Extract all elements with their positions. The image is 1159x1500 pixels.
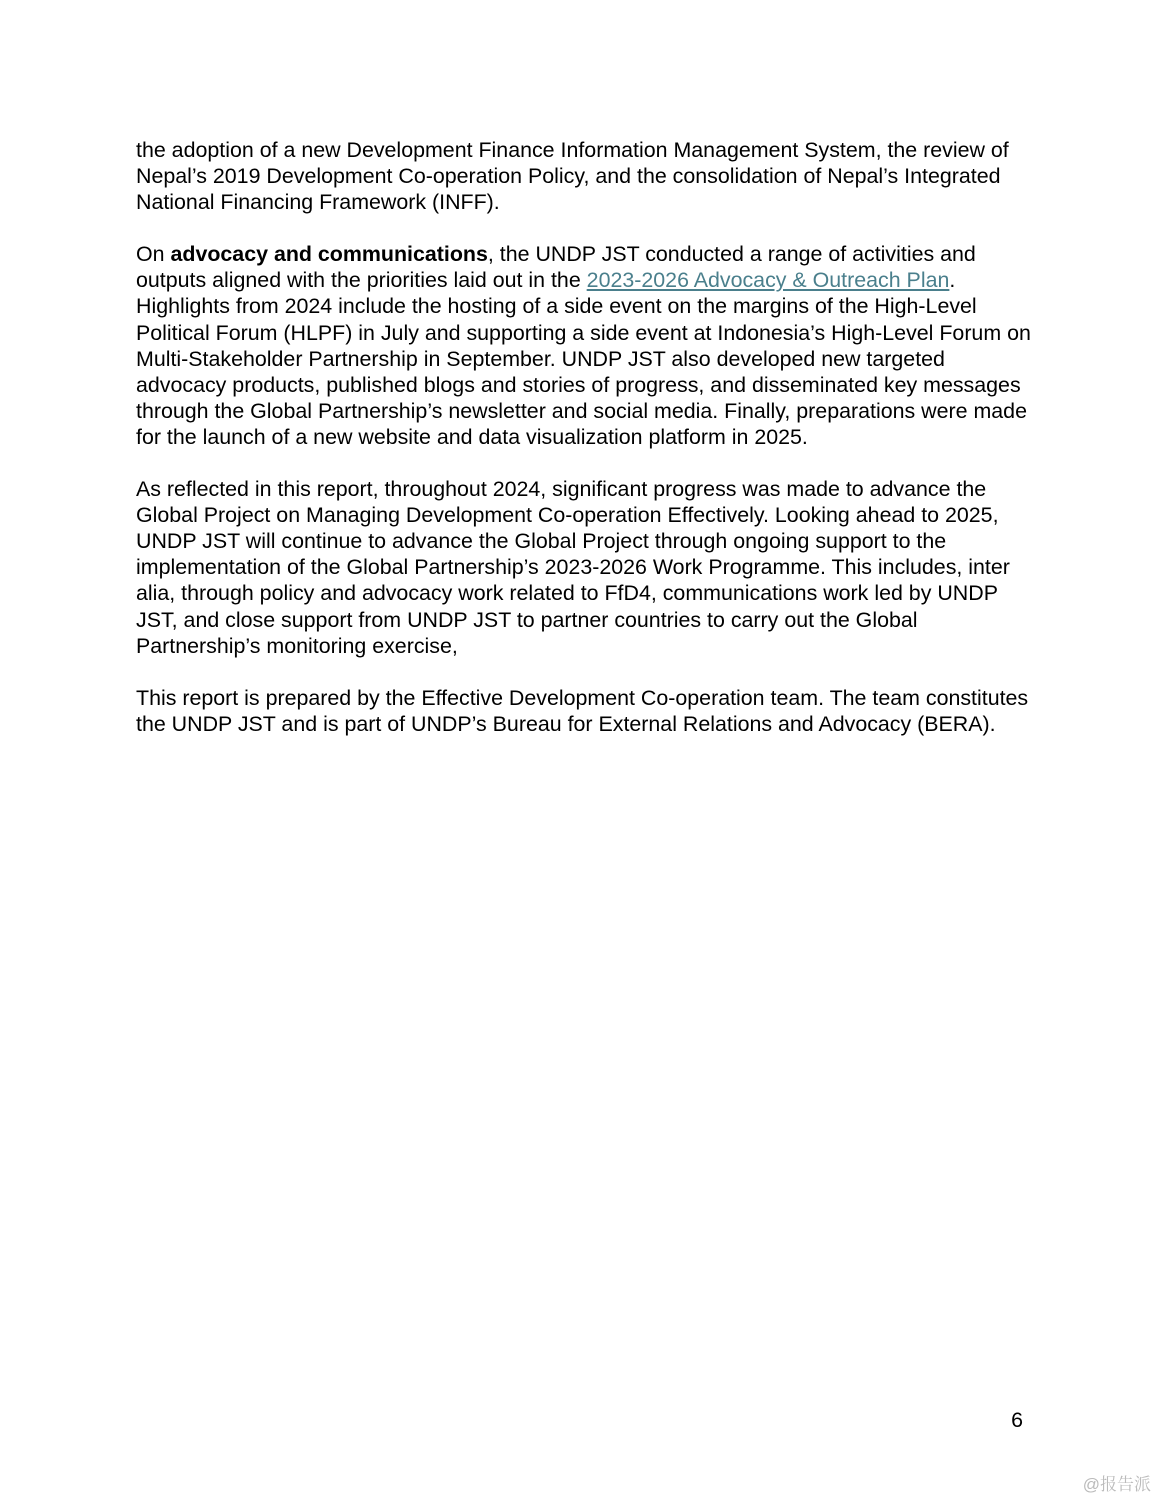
- paragraph-mid-text: , the UNDP JST conducted a range of activities and outputs aligned with the priorities laid out in the: [136, 242, 976, 293]
- paragraph-tail-text: . Highlights from 2024 include the hosting of a side event on the margins of the High-Level Political Forum (HLPF) in July and supporting a side event at Indonesia’s High-Level Forum on Multi-Stakeholder Partnership in September. UNDP JST also developed new targeted advocacy products, published blogs and stories of progress, and disseminated key messages through the Global Partnership’s newsletter and social media. Finally, preparations were made for the launch of a new website and data visualization platform in 2025.: [136, 268, 1031, 449]
- bold-heading-advocacy: advocacy and communications: [170, 242, 488, 267]
- paragraph-lead-text: On: [136, 242, 171, 267]
- body-text: [136, 137, 1036, 763]
- watermark: @报告派: [1082, 1475, 1151, 1494]
- paragraph-advocacy-communications: [136, 241, 1036, 450]
- paragraph-report-preparation: [136, 685, 1036, 737]
- page-number: 6: [1011, 1408, 1023, 1432]
- paragraph-text: This report is prepared by the Effective Development Co-operation team. The team constitutes the UNDP JST and is part of UNDP’s Bureau for External Relations and Advocacy (BERA).: [136, 685, 1029, 736]
- advocacy-outreach-plan-link[interactable]: 2023-2026 Advocacy & Outreach Plan: [586, 268, 950, 293]
- paragraph-text: the adoption of a new Development Finance Information Management System, the review of Nepal’s 2019 Development Co-operation Policy, and the consolidation of Nepal’s Integrated National Financing Framework (INFF).: [136, 138, 1009, 215]
- paragraph-development-finance: [136, 137, 1036, 215]
- paragraph-text: As reflected in this report, throughout 2024, significant progress was made to advance the Global Project on Managing Development Co-operation Effectively. Looking ahead to 2025, UNDP JST will continue to advance the Global Project through ongoing support to the implementation of the Global Partnership’s 2023-2026 Work Programme. This includes, inter alia, through policy and advocacy work related to FfD4, communications work led by UNDP JST, and close support from UNDP JST to partner countries to carry out the Global Partnership’s monitoring exercise,: [136, 477, 1010, 658]
- paragraph-progress-summary: [136, 476, 1036, 659]
